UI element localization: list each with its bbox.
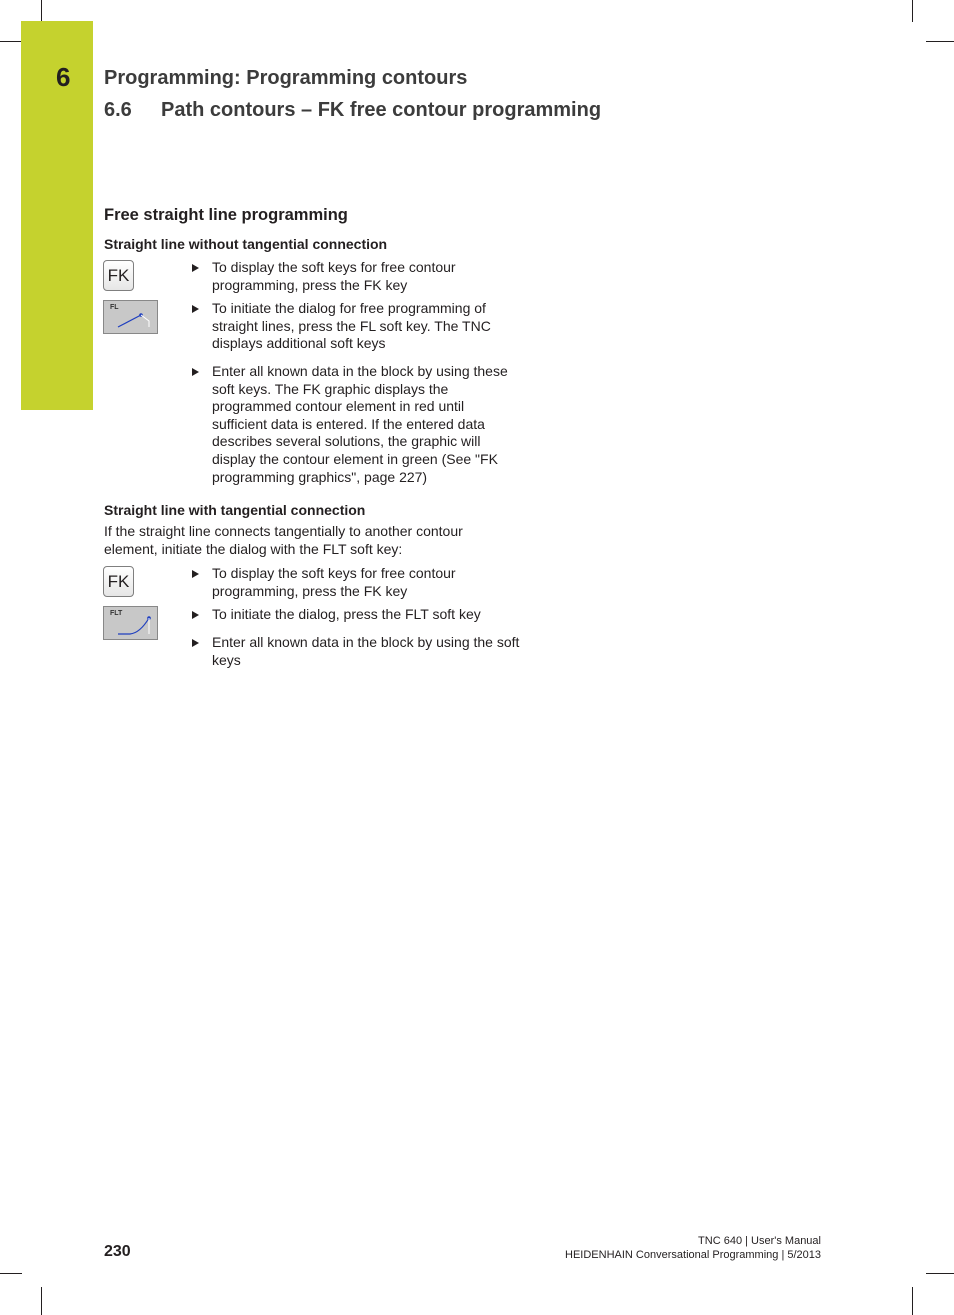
flt-softkey-icon — [103, 606, 158, 640]
footer-subtitle: HEIDENHAIN Conversational Programming | 5/2013 — [565, 1249, 821, 1261]
page-number: 230 — [104, 1243, 131, 1260]
crop-mark — [912, 1287, 913, 1315]
crop-mark — [926, 1273, 954, 1274]
step-text: To initiate the dialog for free programming of straight lines, press the FL soft key. The TNC displays additional soft keys — [212, 300, 491, 352]
main-heading: Free straight line programming — [104, 206, 348, 224]
intro-paragraph: If the straight line connects tangentially to another contour element, initiate the dialog with the FLT soft key: — [104, 523, 463, 557]
flt-line-graphic — [104, 607, 159, 641]
subsection-heading: Straight line with tangential connection — [104, 502, 366, 518]
crop-mark — [41, 1287, 42, 1315]
bullet-arrow-icon — [192, 570, 199, 578]
subsection-heading: Straight line without tangential connection — [104, 236, 388, 252]
crop-mark — [41, 0, 42, 22]
step-text: Enter all known data in the block by using these soft keys. The FK graphic displays the programmed contour element in red until sufficient data is entered. If the entered data describes several solutions, the graphic will display the contour element in green (See "FK programming graphics", page 227) — [212, 363, 508, 485]
fl-line-graphic — [104, 301, 159, 335]
bullet-arrow-icon — [192, 639, 199, 647]
crop-mark — [926, 41, 954, 42]
step-text: To display the soft keys for free contour programming, press the FK key — [212, 565, 456, 599]
step-text: Enter all known data in the block by using the soft keys — [212, 634, 520, 668]
section-number: 6.6 — [104, 99, 132, 121]
chapter-title: Programming: Programming contours — [104, 67, 468, 89]
fl-softkey-icon — [103, 300, 158, 334]
crop-mark — [0, 41, 22, 42]
crop-mark — [0, 1273, 22, 1274]
bullet-arrow-icon — [192, 368, 199, 376]
crop-mark — [912, 0, 913, 22]
footer-manual-title: TNC 640 | User's Manual — [698, 1235, 821, 1247]
bullet-arrow-icon — [192, 264, 199, 272]
section-title: Path contours – FK free contour programming — [161, 99, 602, 121]
bullet-arrow-icon — [192, 611, 199, 619]
bullet-arrow-icon — [192, 305, 199, 313]
fk-key-icon: FK — [103, 260, 134, 291]
step-text: To initiate the dialog, press the FLT soft key — [212, 606, 481, 622]
step-text: To display the soft keys for free contour programming, press the FK key — [212, 259, 456, 293]
fk-key-icon: FK — [103, 566, 134, 597]
chapter-number: 6 — [56, 62, 71, 92]
softkey-label: FL — [110, 304, 119, 311]
softkey-label: FLT — [110, 610, 123, 617]
